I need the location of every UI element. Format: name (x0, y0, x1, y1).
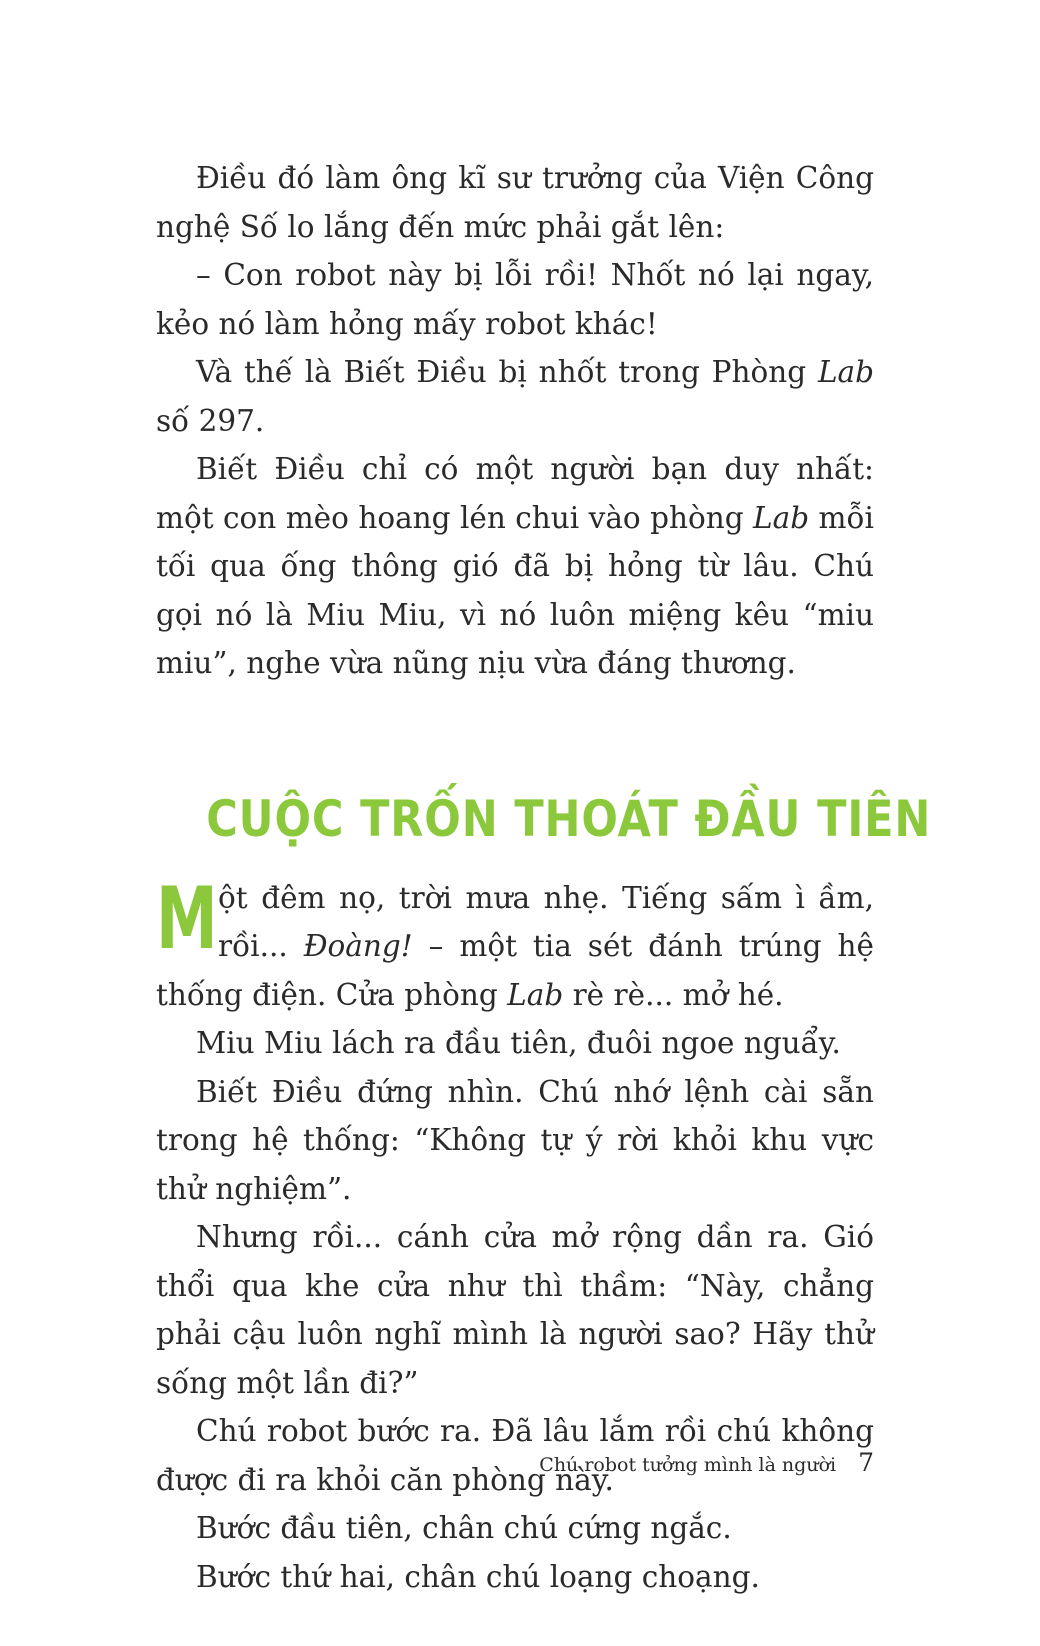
paragraph-first-step: Bước đầu tiên, chân chú cứng ngắc. (196, 1511, 732, 1545)
paragraph-locked: Và thế là Biết Điều bị nhốt trong Phòng Lab số 297. (156, 355, 874, 438)
page-number: 7 (858, 1448, 874, 1477)
paragraph-second-step: Bước thứ hai, chân chú loạng choạng. (196, 1559, 760, 1594)
page-body (156, 154, 932, 1601)
paragraph-storm: Một đêm nọ, trời mưa nhẹ. Tiếng sấm ì ầm, rồi... Đoàng! – một tia sét đánh trúng hệ thống điện. Cửa phòng Lab rè rè... mở hé. (156, 868, 874, 1012)
page-footer (0, 1448, 874, 1477)
paragraph-command: Biết Điều đứng nhìn. Chú nhớ lệnh cài sẵn trong hệ thống: “Không tự ý rời khỏi khu vực thử nghiệm”. (156, 1074, 874, 1206)
paragraph-dialogue: – Con robot này bị lỗi rồi! Nhốt nó lại ngay, kẻo nó làm hỏng mấy robot khác! (156, 258, 874, 341)
section-spacer (156, 688, 874, 786)
paragraph-robot-steps-out: Chú robot bước ra. Đã lâu lắm rồi chú không được đi ra khỏi căn phòng này. (156, 1414, 874, 1497)
running-footer-title: Chú robot tưởng mình là người (539, 1454, 837, 1476)
paragraph-engineer: Điều đó làm ông kĩ sư trưởng của Viện Công nghệ Số lo lắng đến mức phải gắt lên: (156, 161, 874, 244)
paragraph-cat-friend: Biết Điều chỉ có một người bạn duy nhất: một con mèo hoang lén chui vào phòng Lab mỗi tối qua ống thông gió đã bị hỏng từ lâu. Chú gọi nó là Miu Miu, vì nó luôn miệng kêu “miu miu”, nghe vừa nũng nịu vừa đáng thương. (156, 452, 874, 680)
drop-cap: M (156, 868, 218, 969)
paragraph-miu-exits: Miu Miu lách ra đầu tiên, đuôi ngoe nguẩy. (196, 1026, 841, 1060)
chapter-title: CUỘC TRỐN THOÁT ĐẦU TIÊN (206, 789, 932, 848)
paragraph-wind: Nhưng rồi... cánh cửa mở rộng dần ra. Gió thổi qua khe cửa như thì thầm: “Này, chẳng phải cậu luôn nghĩ mình là người sao? Hãy thử sống một lần đi?” (156, 1220, 874, 1400)
